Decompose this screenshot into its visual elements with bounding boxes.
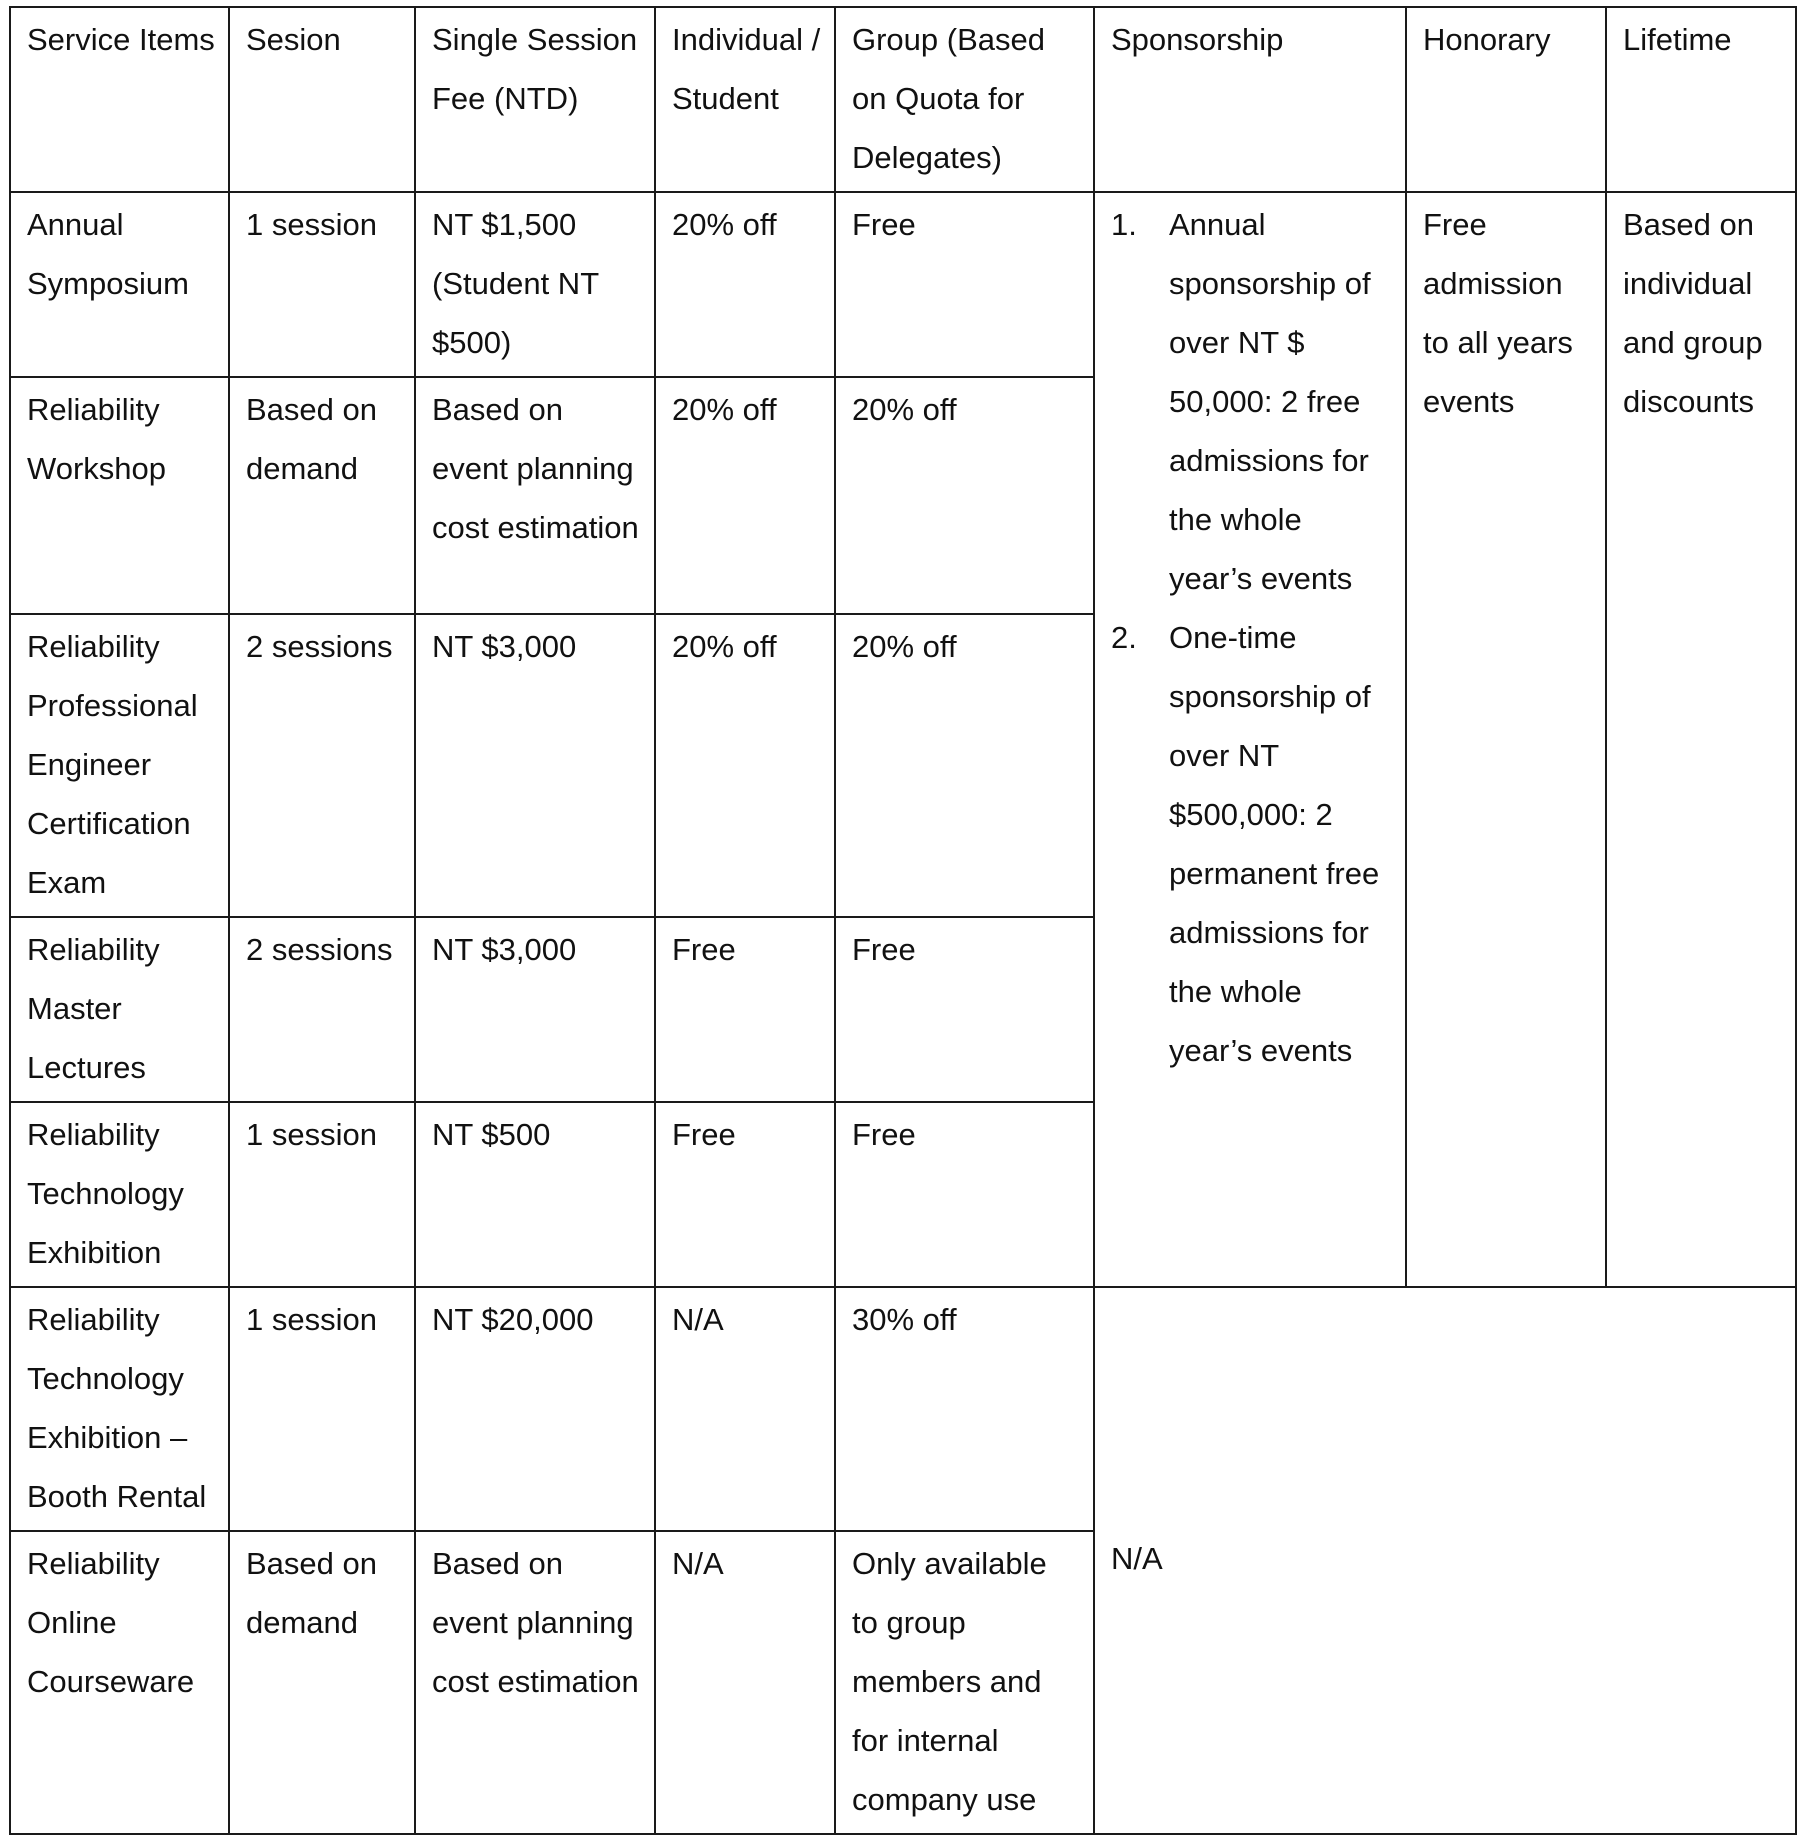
fee-value: Based on event planning cost estimation (432, 1546, 639, 1699)
individual-value: 20% off (672, 629, 777, 664)
list-number: 2. (1111, 620, 1137, 655)
fee-cell (415, 1102, 655, 1287)
fee-value: Based on event planning cost estimation (432, 392, 639, 545)
fee-cell (415, 1531, 655, 1834)
session-value: 2 sessions (246, 629, 393, 664)
fee-cell (415, 377, 655, 614)
group-cell (835, 614, 1094, 917)
sponsorship-item (1111, 195, 1393, 608)
fee-cell (415, 614, 655, 917)
group-value: 30% off (852, 1302, 957, 1337)
session-cell (229, 614, 415, 917)
individual-cell (655, 917, 835, 1102)
fee-value: NT $3,000 (432, 629, 577, 664)
na-merged-cell (1094, 1287, 1796, 1834)
service-cell (10, 917, 229, 1102)
session-cell (229, 192, 415, 377)
header-cell (10, 7, 229, 192)
individual-value: N/A (672, 1302, 724, 1337)
sponsorship-list (1111, 195, 1393, 1080)
group-cell (835, 917, 1094, 1102)
header-label: Group (Based on Quota for Delegates) (852, 22, 1045, 175)
header-cell (1094, 7, 1406, 192)
fee-cell (415, 1287, 655, 1531)
lifetime-value: Based on individual and group discounts (1623, 207, 1763, 419)
sponsorship-text: Annual sponsorship of over NT $ 50,000: 2 free admissions for the whole year’s events (1169, 207, 1371, 596)
header-cell (229, 7, 415, 192)
fee-value: NT $20,000 (432, 1302, 594, 1337)
header-label: Sesion (246, 22, 341, 57)
session-value: 2 sessions (246, 932, 393, 967)
individual-value: Free (672, 932, 736, 967)
header-cell (415, 7, 655, 192)
header-label: Individual / Student (672, 22, 821, 116)
service-cell (10, 1102, 229, 1287)
service-cell (10, 1287, 229, 1531)
individual-cell (655, 614, 835, 917)
service-name: Reliability Technology Exhibition (27, 1117, 184, 1270)
service-fee-table (9, 6, 1797, 1835)
individual-cell (655, 1287, 835, 1531)
individual-cell (655, 1531, 835, 1834)
session-cell (229, 1287, 415, 1531)
group-value: 20% off (852, 629, 957, 664)
session-value: 1 session (246, 1302, 377, 1337)
service-name: Reliability Workshop (27, 392, 166, 486)
group-value: 20% off (852, 392, 957, 427)
service-name: Reliability Online Courseware (27, 1546, 195, 1699)
fee-value: NT $500 (432, 1117, 551, 1152)
service-cell (10, 377, 229, 614)
table-row (10, 192, 1796, 377)
individual-cell (655, 1102, 835, 1287)
group-cell (835, 192, 1094, 377)
session-value: 1 session (246, 1117, 377, 1152)
group-value: Free (852, 1117, 916, 1152)
honorary-value: Free admission to all years events (1423, 207, 1573, 419)
service-name: Annual Symposium (27, 207, 189, 301)
individual-value: 20% off (672, 207, 777, 242)
service-name: Reliability Professional Engineer Certification Exam (27, 629, 198, 900)
honorary-cell (1406, 192, 1606, 1287)
individual-value: 20% off (672, 392, 777, 427)
service-cell (10, 192, 229, 377)
table-row (10, 1287, 1796, 1531)
session-value: 1 session (246, 207, 377, 242)
group-value: Free (852, 207, 916, 242)
session-value: Based on demand (246, 1546, 377, 1640)
service-name: Reliability Technology Exhibition – Booth Rental (27, 1302, 207, 1514)
header-label: Sponsorship (1111, 22, 1284, 57)
na-value: N/A (1111, 1541, 1163, 1576)
header-label: Honorary (1423, 22, 1551, 57)
group-value: Free (852, 932, 916, 967)
header-label: Service Items (27, 22, 215, 57)
header-label: Lifetime (1623, 22, 1732, 57)
sponsorship-text: One-time sponsorship of over NT $500,000: 2 permanent free admissions for the whole year’s events (1169, 620, 1380, 1068)
service-cell (10, 614, 229, 917)
service-name: Reliability Master Lectures (27, 932, 160, 1085)
individual-cell (655, 192, 835, 377)
fee-value: NT $3,000 (432, 932, 577, 967)
service-cell (10, 1531, 229, 1834)
individual-value: Free (672, 1117, 736, 1152)
session-cell (229, 1531, 415, 1834)
fee-cell (415, 192, 655, 377)
fee-value: NT $1,500 (Student NT $500) (432, 207, 599, 360)
list-number: 1. (1111, 207, 1137, 242)
header-cell (655, 7, 835, 192)
group-cell (835, 1102, 1094, 1287)
header-cell (835, 7, 1094, 192)
group-cell (835, 377, 1094, 614)
header-label: Single Session Fee (NTD) (432, 22, 638, 116)
lifetime-cell (1606, 192, 1796, 1287)
fee-cell (415, 917, 655, 1102)
individual-cell (655, 377, 835, 614)
group-cell (835, 1531, 1094, 1834)
session-cell (229, 917, 415, 1102)
individual-value: N/A (672, 1546, 724, 1581)
sponsorship-cell (1094, 192, 1406, 1287)
session-cell (229, 377, 415, 614)
session-value: Based on demand (246, 392, 377, 486)
header-row (10, 7, 1796, 192)
header-cell (1406, 7, 1606, 192)
sponsorship-item (1111, 608, 1393, 1080)
header-cell (1606, 7, 1796, 192)
group-cell (835, 1287, 1094, 1531)
group-value: Only available to group members and for internal company use (852, 1546, 1047, 1817)
session-cell (229, 1102, 415, 1287)
